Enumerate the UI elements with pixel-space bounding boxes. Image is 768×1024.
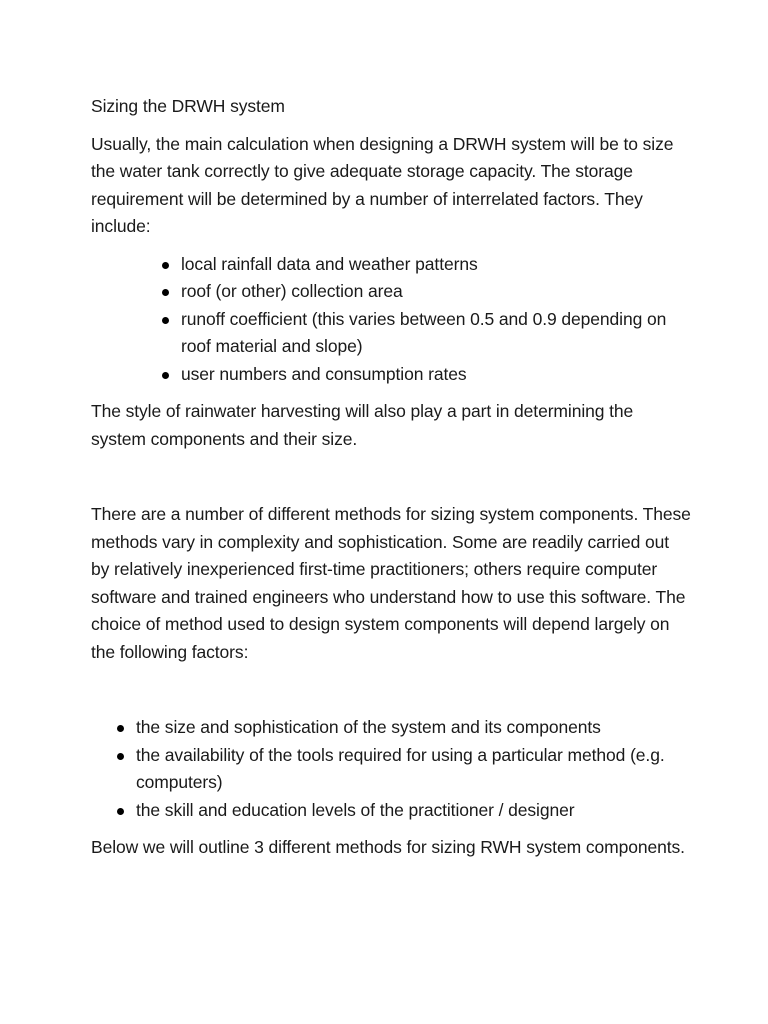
list-item: local rainfall data and weather patterns <box>181 251 691 279</box>
list-item: roof (or other) collection area <box>181 278 691 306</box>
paragraph-intro: Usually, the main calculation when designing a DRWH system will be to size the water tank correctly to give adequate storage capacity. The storage requirement will be determined by a number of interrelated factors. They include: <box>91 133 674 236</box>
list-item: user numbers and consumption rates <box>181 361 691 389</box>
list-item: the availability of the tools required for using a particular method (e.g. computers) <box>136 742 691 797</box>
blank-line <box>91 666 691 714</box>
list-item: the skill and education levels of the practitioner / designer <box>136 797 691 825</box>
paragraph-outline: Below we will outline 3 different methods for sizing RWH system components. <box>91 837 685 857</box>
factors-list <box>181 251 691 389</box>
list-item: the size and sophistication of the system and its components <box>136 714 691 742</box>
method-factors-list <box>136 714 691 824</box>
paragraph-style: The style of rainwater harvesting will also play a part in determining the system components and their size. <box>91 401 634 449</box>
paragraph-methods: There are a number of different methods for sizing system components. These methods vary in complexity and sophistication. Some are readily carried out by relatively inexperienced first-time practitioners; others require computer software and trained engineers who understand how to use this software. The choice of method used to design system components will depend largely on the following factors: <box>91 504 691 662</box>
document-body <box>91 93 691 862</box>
section-heading: Sizing the DRWH system <box>91 96 285 116</box>
blank-line <box>91 453 691 501</box>
list-item: runoff coefficient (this varies between 0.5 and 0.9 depending on roof material and slope) <box>181 306 691 361</box>
